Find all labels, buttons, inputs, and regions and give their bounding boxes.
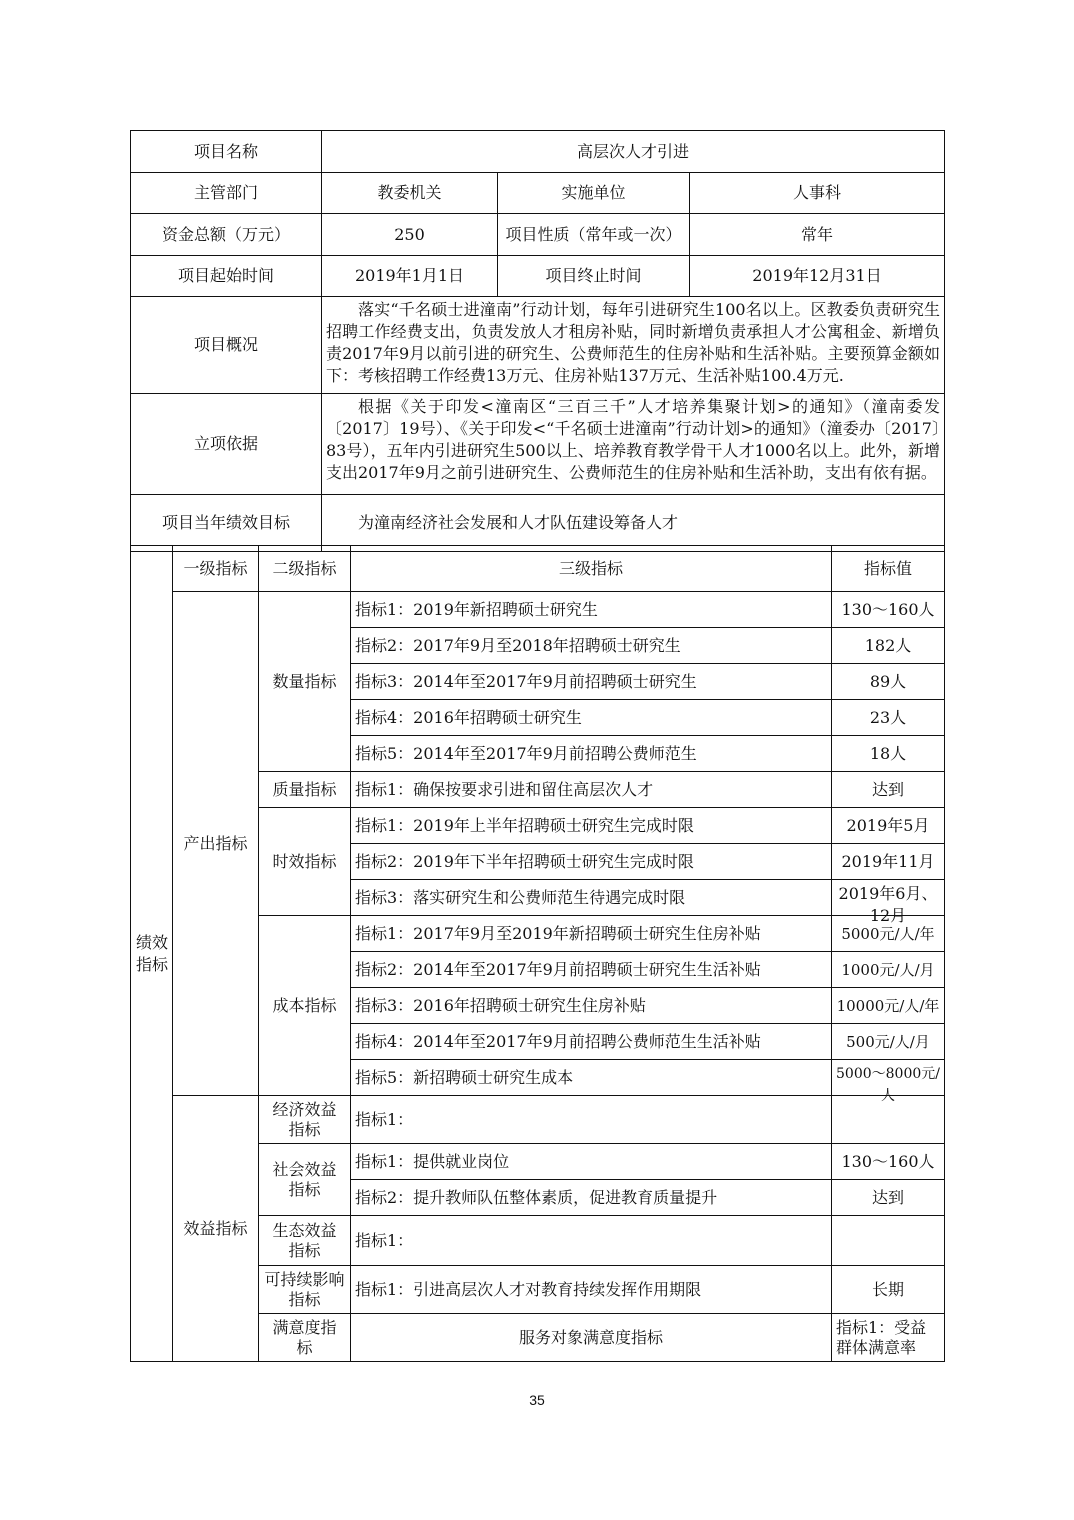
indicator-value: [832, 1216, 945, 1266]
indicator-value: 89人: [832, 664, 945, 700]
basis-cell: [322, 394, 945, 495]
indicator-name: 指标1：受益群体满意率: [832, 1314, 945, 1362]
performance-table: [130, 545, 945, 1362]
indicator-value: 2019年11月: [832, 844, 945, 880]
indicator-value: 达到: [832, 772, 945, 808]
indicator-value: 18人: [832, 736, 945, 772]
dept-label: 主管部门: [131, 173, 322, 214]
nature-label: 项目性质（常年或一次）: [498, 214, 690, 256]
basis-label: 立项依据: [131, 394, 322, 495]
dept-value: 教委机关: [322, 173, 498, 214]
indicator-name: 指标1：2019年新招聘硕士研究生: [351, 592, 832, 628]
basis-text: 根据《关于印发<潼南区“三百三千”人才培养集聚计划>的通知》（潼南委发〔2017〕19号）、《关于印发<“千名硕士进潼南”行动计划>的通知》（潼委办〔2017〕83号），五年内引进研究生500以上、培养教育教学骨干人才1000名以上。此外，新增支出2017年9月之前引进研究生、公费师范生的住房补贴和生活补助，支出有依有据。: [326, 397, 941, 482]
project-name-label: 项目名称: [131, 131, 322, 173]
indicator-name: 指标2：2019年下半年招聘硕士研究生完成时限: [351, 844, 832, 880]
level2-quality: 质量指标: [259, 772, 351, 808]
indicator-name: 指标1：: [351, 1096, 832, 1144]
level2-cost: 成本指标: [259, 916, 351, 1096]
col-level3-header: 三级指标: [351, 546, 832, 592]
indicator-name: 指标1：提供就业岗位: [351, 1144, 832, 1180]
indicator-value: 1000元/人/月: [832, 952, 945, 988]
indicator-name: 指标5：新招聘硕士研究生成本: [351, 1060, 832, 1096]
overview-label: 项目概况: [131, 297, 322, 394]
goal-label: 项目当年绩效目标: [131, 495, 322, 552]
indicator-name: 指标3：落实研究生和公费师范生待遇完成时限: [351, 880, 832, 916]
impl-label: 实施单位: [498, 173, 690, 214]
col-level2-header: 二级指标: [259, 546, 351, 592]
indicator-value: 10000元/人/年: [832, 988, 945, 1024]
indicator-value: 达到: [832, 1180, 945, 1216]
level2-quantity: 数量指标: [259, 592, 351, 772]
level1-benefit: 效益指标: [173, 1096, 259, 1362]
level1-satisfaction: 满意度指标: [259, 1314, 351, 1362]
impl-value: 人事科: [690, 173, 945, 214]
indicator-name: 指标2：2014年至2017年9月前招聘硕士研究生生活补贴: [351, 952, 832, 988]
level1-output: 产出指标: [173, 592, 259, 1096]
funds-value: 250: [322, 214, 498, 256]
indicator-value: 2019年5月: [832, 808, 945, 844]
indicator-name: 指标3：2016年招聘硕士研究生住房补贴: [351, 988, 832, 1024]
indicator-name: 指标1：确保按要求引进和留住高层次人才: [351, 772, 832, 808]
level2-eco: 生态效益指标: [259, 1216, 351, 1266]
start-label: 项目起始时间: [131, 256, 322, 297]
indicator-value-cell: [832, 1060, 945, 1104]
funds-label: 资金总额（万元）: [131, 214, 322, 256]
indicator-value: 长期: [832, 1266, 945, 1314]
indicator-name: 指标1：: [351, 1216, 832, 1266]
level2-social: 社会效益指标: [259, 1144, 351, 1216]
indicator-value-cell: [832, 880, 945, 925]
indicator-name: 指标1：2019年上半年招聘硕士研究生完成时限: [351, 808, 832, 844]
indicator-value: 500元/人/月: [832, 1024, 945, 1060]
level2-econ: 经济效益指标: [259, 1096, 351, 1144]
level2-service: 服务对象满意度指标: [351, 1314, 832, 1362]
end-label: 项目终止时间: [498, 256, 690, 297]
nature-value: 常年: [690, 214, 945, 256]
goal-value: 为潼南经济社会发展和人才队伍建设筹备人才: [322, 495, 945, 552]
indicator-value: 5000～8000元/人: [836, 1065, 940, 1104]
end-value: 2019年12月31日: [690, 256, 945, 297]
indicator-value: 23人: [832, 700, 945, 736]
start-value: 2019年1月1日: [322, 256, 498, 297]
project-name: 高层次人才引进: [322, 131, 945, 173]
page-number: 35: [529, 1392, 545, 1408]
col-value-header: 指标值: [832, 546, 945, 592]
indicator-name: 指标3：2014年至2017年9月前招聘硕士研究生: [351, 664, 832, 700]
indicator-value: 5000元/人/年: [832, 916, 945, 952]
overview-text: 落实“千名硕士进潼南”行动计划，每年引进研究生100名以上。区教委负责研究生招聘工作经费支出，负责发放人才租房补贴，同时新增负责承担人才公寓租金、新增负责2017年9月以前引进的研究生、公费师范生的住房补贴和生活补贴。主要预算金额如下：考核招聘工作经费13万元、住房补贴137万元、生活补贴100.4万元.: [326, 300, 941, 385]
indicator-name: 指标4：2014年至2017年9月前招聘公费师范生生活补贴: [351, 1024, 832, 1060]
indicator-value: 2019年6月、12月: [838, 883, 938, 925]
perf-side-label: 绩效指标: [131, 546, 173, 1362]
indicator-name: 指标1：引进高层次人才对教育持续发挥作用期限: [351, 1266, 832, 1314]
level2-time: 时效指标: [259, 808, 351, 916]
indicator-name: 指标2：提升教师队伍整体素质，促进教育质量提升: [351, 1180, 832, 1216]
level2-sustain: 可持续影响指标: [259, 1266, 351, 1314]
indicator-value: 130～160人: [832, 1144, 945, 1180]
indicator-value: 130～160人: [832, 592, 945, 628]
project-info-table: [130, 130, 945, 552]
indicator-name: 指标1：2017年9月至2019年新招聘硕士研究生住房补贴: [351, 916, 832, 952]
indicator-name: 指标2：2017年9月至2018年招聘硕士研究生: [351, 628, 832, 664]
indicator-name: 指标4：2016年招聘硕士研究生: [351, 700, 832, 736]
indicator-value: 182人: [832, 628, 945, 664]
col-level1-header: 一级指标: [173, 546, 259, 592]
indicator-name: 指标5：2014年至2017年9月前招聘公费师范生: [351, 736, 832, 772]
overview-cell: [322, 297, 945, 394]
